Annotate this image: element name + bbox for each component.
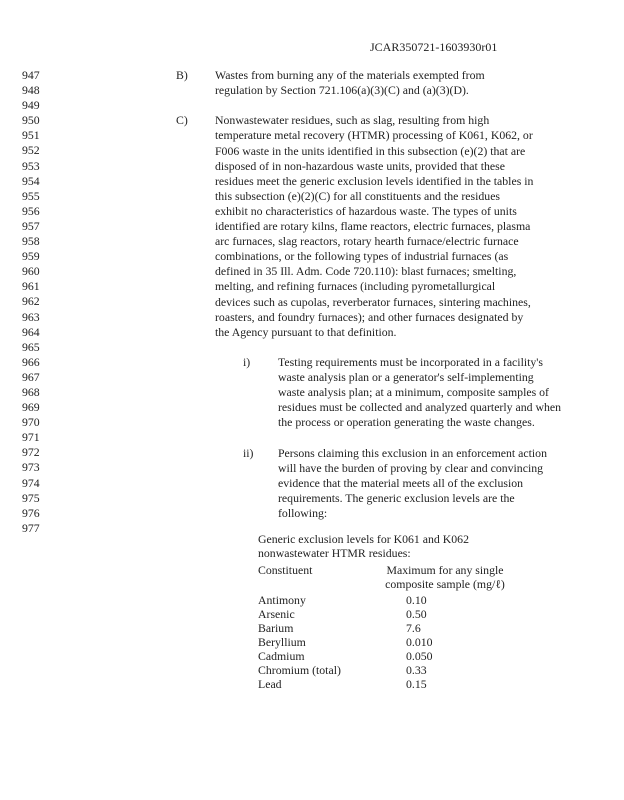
exclusion-levels-table bbox=[258, 532, 520, 691]
paragraph-line: melting, and refining furnaces (including pyrometallurgical bbox=[215, 279, 496, 294]
constituent-cell: Antimony bbox=[258, 593, 306, 607]
line-number: 955 bbox=[22, 188, 40, 203]
line-number: 951 bbox=[22, 128, 40, 143]
line-number: 953 bbox=[22, 158, 40, 173]
line-numbers bbox=[22, 68, 40, 536]
paragraph-line: the Agency pursuant to that definition. bbox=[215, 324, 397, 339]
line-number: 960 bbox=[22, 264, 40, 279]
line-number: 959 bbox=[22, 249, 40, 264]
max-value-cell: 0.15 bbox=[406, 677, 427, 691]
paragraph-line: residues must be collected and analyzed quarterly and when bbox=[278, 400, 562, 415]
line-number: 949 bbox=[22, 98, 40, 113]
line-number: 947 bbox=[22, 68, 40, 82]
paragraph-line: requirements. The generic exclusion levels are the bbox=[278, 490, 515, 505]
constituent-cell: Chromium (total) bbox=[258, 663, 341, 677]
paragraph-line: exhibit no characteristics of hazardous waste. The types of units bbox=[215, 203, 517, 218]
constituent-cell: Lead bbox=[258, 677, 282, 691]
max-value-cell: 0.010 bbox=[406, 635, 433, 649]
max-value-cell: 7.6 bbox=[406, 621, 421, 635]
line-number: 975 bbox=[22, 490, 40, 505]
item-label: ii) bbox=[243, 445, 254, 460]
line-number: 969 bbox=[22, 400, 40, 415]
constituent-cell: Arsenic bbox=[258, 607, 295, 621]
line-number: 964 bbox=[22, 324, 40, 339]
max-value-cell: 0.33 bbox=[406, 663, 427, 677]
max-value-cell: 0.50 bbox=[406, 607, 427, 621]
max-value-cell: 0.050 bbox=[406, 649, 433, 663]
line-number: 972 bbox=[22, 445, 40, 460]
line-number: 970 bbox=[22, 415, 40, 430]
item-label: B) bbox=[176, 68, 188, 82]
line-number: 968 bbox=[22, 384, 40, 399]
paragraph-line: roasters, and foundry furnaces); and other furnaces designated by bbox=[215, 309, 524, 324]
table-row bbox=[258, 649, 520, 663]
constituent-cell: Cadmium bbox=[258, 649, 305, 663]
paragraph-line: waste analysis plan or a generator's self-implementing bbox=[278, 370, 534, 384]
paragraph-line: disposed of in non-hazardous waste units, provided that these bbox=[215, 158, 505, 173]
paragraph-line: residues meet the generic exclusion levels identified in the tables in bbox=[215, 173, 534, 188]
column-header-constituent: Constituent bbox=[258, 563, 313, 577]
column-header-maximum: composite sample (mg/ℓ) bbox=[385, 577, 505, 591]
table-row bbox=[258, 635, 520, 649]
line-number: 957 bbox=[22, 218, 40, 233]
paragraph-line: Nonwastewater residues, such as slag, resulting from high bbox=[215, 113, 490, 128]
line-number: 971 bbox=[22, 430, 40, 445]
paragraph-line: identified are rotary kilns, flame reactors, electric furnaces, plasma bbox=[215, 219, 531, 233]
table-row bbox=[258, 593, 520, 607]
paragraph-line: this subsection (e)(2)(C) for all constituents and the residues bbox=[215, 188, 501, 203]
line-number: 976 bbox=[22, 505, 40, 520]
line-number: 956 bbox=[22, 203, 40, 218]
paragraph-line: Persons claiming this exclusion in an enforcement action bbox=[278, 445, 547, 460]
table-row bbox=[258, 677, 520, 691]
table-title-line: Generic exclusion levels for K061 and K062 bbox=[258, 532, 469, 546]
line-number: 977 bbox=[22, 520, 40, 535]
paragraph-line: defined in 35 Ill. Adm. Code 720.110): blast furnaces; smelting, bbox=[215, 264, 517, 279]
paragraph-line: will have the burden of proving by clear and convincing bbox=[278, 460, 544, 475]
document-id: JCAR350721-1603930r01 bbox=[370, 40, 498, 54]
line-number: 974 bbox=[22, 475, 40, 490]
paragraph-line: Testing requirements must be incorporated in a facility's bbox=[278, 354, 544, 369]
line-number: 973 bbox=[22, 460, 40, 475]
paragraph-line: F006 waste in the units identified in this subsection (e)(2) that are bbox=[215, 143, 526, 158]
paragraph-line: following: bbox=[278, 505, 328, 520]
item-label: C) bbox=[176, 113, 188, 128]
line-number: 952 bbox=[22, 143, 40, 158]
table-row bbox=[258, 607, 520, 621]
paragraph-line: regulation by Section 721.106(a)(3)(C) and (a)(3)(D). bbox=[215, 83, 469, 98]
paragraph-line: combinations, or the following types of industrial furnaces (as bbox=[215, 249, 509, 264]
table-row bbox=[258, 663, 520, 677]
paragraph-line: evidence that the material meets all of the exclusion bbox=[278, 475, 524, 490]
line-number: 961 bbox=[22, 279, 40, 294]
line-number: 954 bbox=[22, 173, 40, 188]
line-number: 967 bbox=[22, 369, 40, 384]
line-number: 948 bbox=[22, 83, 40, 98]
paragraph-line: the process or operation generating the waste changes. bbox=[278, 415, 535, 430]
table-title-line: nonwastewater HTMR residues: bbox=[258, 546, 411, 560]
table-row bbox=[258, 621, 520, 635]
column-header-maximum: Maximum for any single bbox=[386, 563, 504, 577]
max-value-cell: 0.10 bbox=[406, 593, 427, 607]
paragraph-line: devices such as cupolas, reverberator furnaces, sintering machines, bbox=[215, 294, 531, 309]
line-number: 962 bbox=[22, 294, 40, 309]
item-label: i) bbox=[243, 354, 251, 369]
paragraph-line: waste analysis plan; at a minimum, composite samples of bbox=[278, 385, 549, 400]
line-number: 950 bbox=[22, 113, 40, 128]
paragraph-line: temperature metal recovery (HTMR) processing of K061, K062, or bbox=[215, 128, 533, 143]
constituent-cell: Beryllium bbox=[258, 635, 306, 649]
line-number: 966 bbox=[22, 354, 40, 369]
constituent-cell: Barium bbox=[258, 621, 294, 635]
paragraph-line: Wastes from burning any of the materials exempted from bbox=[215, 68, 485, 82]
paragraph-line: arc furnaces, slag reactors, rotary hearth furnace/electric furnace bbox=[215, 234, 519, 249]
line-number: 965 bbox=[22, 339, 40, 354]
line-number: 963 bbox=[22, 309, 40, 324]
line-number: 958 bbox=[22, 234, 40, 249]
